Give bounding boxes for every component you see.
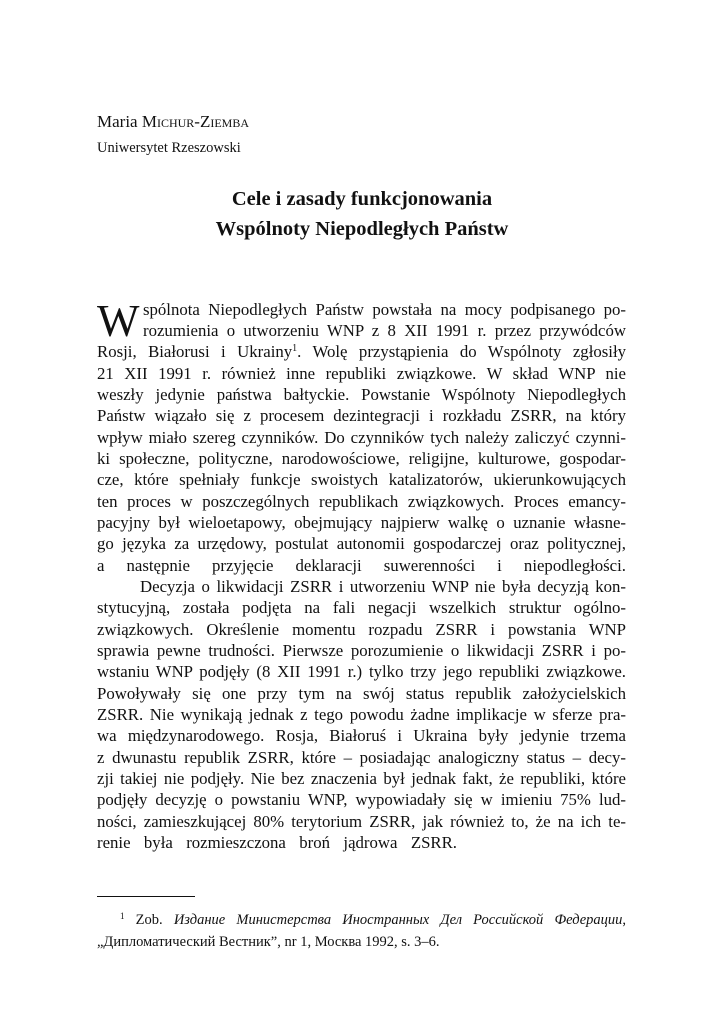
- footnote-source-title: Издание Министерства Иностранных Дел Российской Федерации: [173, 912, 623, 928]
- body-line: sprawia pewne trudności. Pierwsze porozumienie o likwidacji ZSRR i po-: [97, 641, 626, 660]
- drop-cap: W: [97, 296, 140, 346]
- body-line: związkowych. Określenie momentu rozpadu ZSRR i powstania WNP: [97, 620, 626, 639]
- article-title-line-1: Cele i zasady funkcjonowania: [231, 188, 493, 210]
- body-line: Państw wiązało się z procesem dezintegracji i rozkładu ZSRR, na który: [97, 406, 626, 425]
- body-line: wpływ miało szereg czynników. Do czynników tych należy zaliczyć czynni-: [97, 428, 626, 447]
- body-line: Powoływały się one przy tym na swój status republik założycielskich: [97, 684, 626, 703]
- body-line: ten proces w poszczególnych republikach związkowych. Proces emancy-: [97, 492, 626, 511]
- footnote-line-2: „Дипломатический Вестник”, nr 1, Москва 1992, s. 3–6.: [97, 934, 440, 950]
- footnote-reference[interactable]: 1: [292, 343, 298, 354]
- body-line: Decyzja o likwidacji ZSRR i utworzeniu WNP nie była decyzją kon-: [140, 577, 626, 596]
- footnote-prefix: Zob.: [135, 912, 174, 928]
- body-line: [97, 342, 626, 362]
- footnote-number: 1: [120, 911, 125, 921]
- body-line: a następnie przyjęcie deklaracji suwerenności i niepodległości.: [97, 556, 626, 575]
- body-line: stytucyjną, została podjęta na fali negacji wszelkich struktur ogólno-: [97, 598, 626, 617]
- author-name: [97, 112, 249, 132]
- body-line-part: . Wolę przystąpienia do Wspólnoty zgłosiły: [297, 342, 626, 361]
- body-line: spólnota Niepodległych Państw powstała na mocy podpisanego po-: [143, 300, 626, 319]
- body-line: z dwunastu republik ZSRR, które – posiadając analogiczny status – decy-: [97, 748, 626, 767]
- body-line: 21 XII 1991 r. również inne republiki związkowe. W skład WNP nie: [97, 364, 626, 383]
- body-line: cze, które spełniały funkcje swoistych katalizatorów, ukierunkowujących: [97, 470, 626, 489]
- footnote-suffix: ,: [622, 912, 627, 928]
- author-affiliation: Uniwersytet Rzeszowski: [97, 140, 241, 156]
- author-last-name: Michur-Ziemba: [141, 112, 250, 131]
- body-line: rozumienia o utworzeniu WNP z 8 XII 1991 r. przez przywódców: [143, 321, 626, 340]
- body-line: ki społeczne, polityczne, narodowościowe, religijne, kulturowe, gospodar-: [97, 449, 626, 468]
- body-line: go języka za urzędowy, postulat autonomii gospodarczej oraz politycznej,: [97, 534, 626, 553]
- body-line: wstaniu WNP podjęły (8 XII 1991 r.) tylko trzy jego republiki związkowe.: [97, 662, 626, 681]
- body-line: renie była rozmieszczona broń jądrowa ZSRR.: [97, 833, 457, 852]
- body-line: ności, zamieszkującej 80% terytorium ZSRR, jak również to, że na ich te-: [97, 812, 626, 831]
- body-line: wa międzynarodowego. Rosja, Białoruś i Ukraina były jedynie trzema: [97, 726, 626, 745]
- footnote-line-1: [120, 911, 626, 929]
- body-line-part: Rosji, Białorusi i Ukrainy: [97, 342, 293, 361]
- author-first-name: Maria: [97, 112, 138, 131]
- body-line: ZSRR. Nie wynikają jednak z tego powodu żadne implikacje w sferze pra-: [97, 705, 626, 724]
- body-line: zji takiej nie podjęły. Nie bez znaczenia był jednak fakt, że republiki, które: [97, 769, 626, 788]
- body-line: weszły jedynie państwa bałtyckie. Powstanie Wspólnoty Niepodległych: [97, 385, 626, 404]
- footnote-separator: [97, 896, 195, 897]
- body-line: pacyjny był wieloetapowy, obejmujący najpierw walkę o uznanie własne-: [97, 513, 626, 532]
- body-line: podjęły decyzję o powstaniu WNP, wypowiadały się w imieniu 75% lud-: [97, 790, 626, 809]
- article-title-line-2: Wspólnoty Niepodległych Państw: [215, 218, 509, 240]
